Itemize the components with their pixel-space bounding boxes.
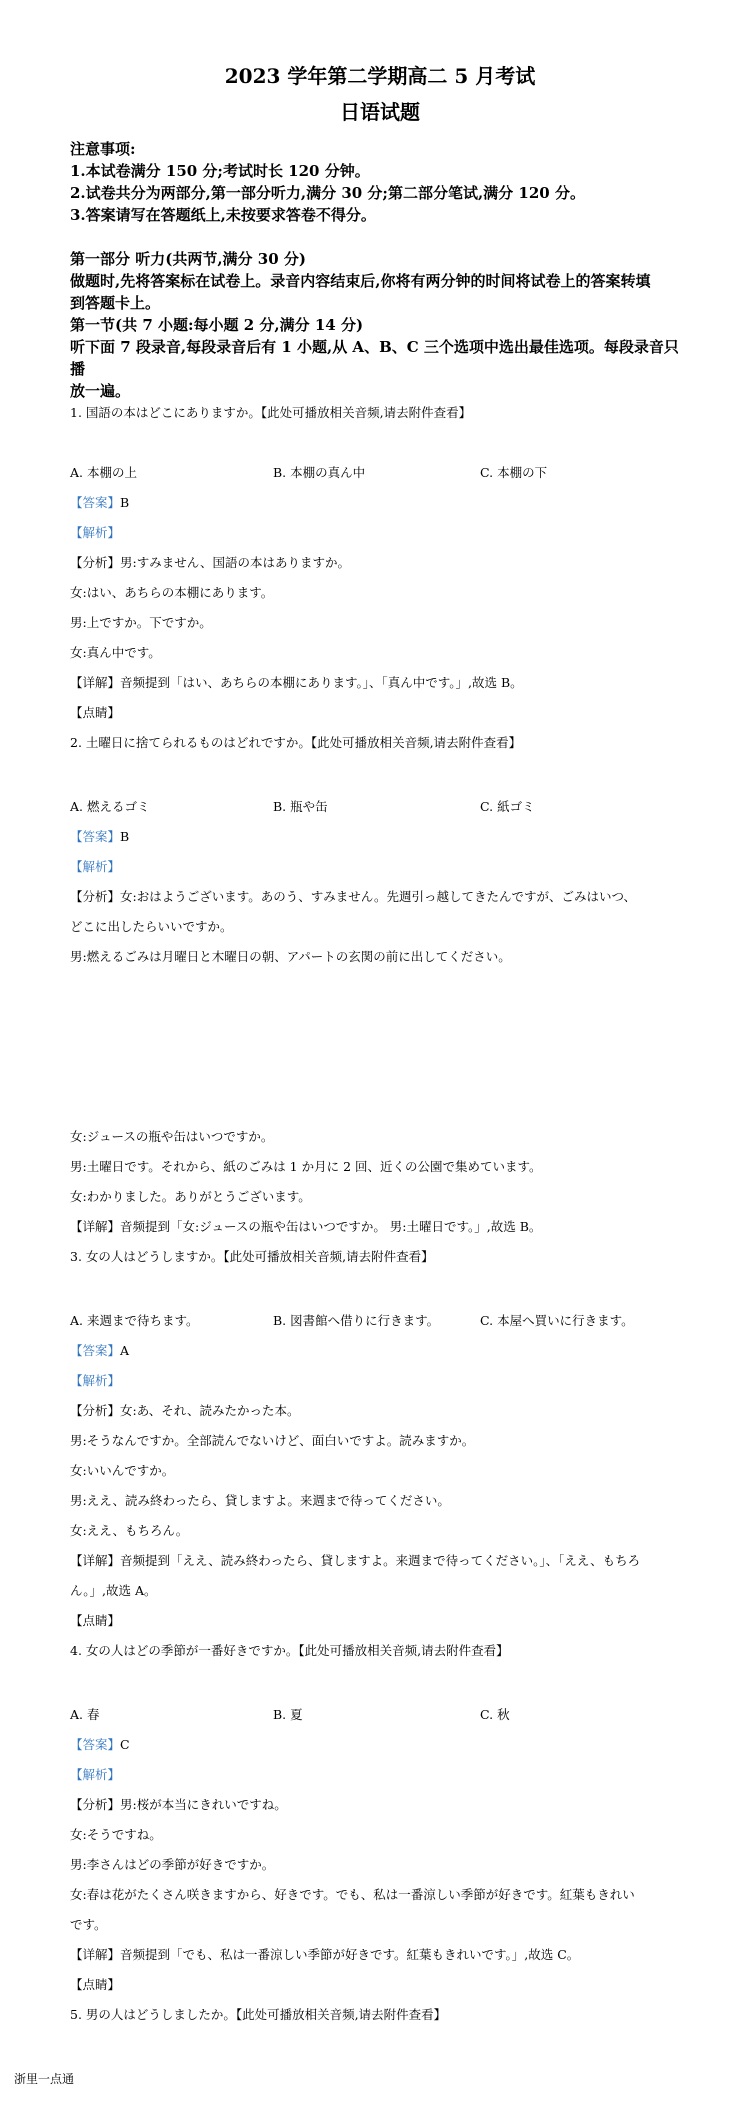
answer-tag: 【答案】 <box>70 1343 121 1358</box>
script-line: 女:ええ、もちろん。 <box>70 1523 189 1538</box>
answer-line <box>70 488 690 518</box>
answer-tag: 【答案】 <box>70 495 121 510</box>
dianjing-tag: 【点睛】 <box>70 1613 121 1628</box>
option-a: A. 燃えるゴミ <box>70 799 150 814</box>
analysis-tag: 【解析】 <box>70 1767 121 1782</box>
option-b: B. 瓶や缶 <box>273 799 328 814</box>
question-3: 3. 女の人はどうしますか。【此处可播放相关音频,请去附件查看】 <box>70 1249 434 1264</box>
part1-instruction: 到答题卡上。 <box>70 294 161 312</box>
option-c: C. 秋 <box>480 1707 510 1722</box>
section1-heading: 第一节(共 7 小题:每小题 2 分,满分 14 分) <box>70 316 364 334</box>
option-b: B. 図書館へ借りに行きます。 <box>273 1313 440 1328</box>
blank-space <box>70 972 690 1122</box>
analysis-tag: 【解析】 <box>70 1373 121 1388</box>
options-1 <box>70 458 690 488</box>
dianjing-tag: 【点睛】 <box>70 1977 121 1992</box>
script-line: です。 <box>70 1917 107 1932</box>
detail-line: 【详解】音频提到「女:ジュースの瓶や缶はいつですか。 男:土曜日です。」,故选 B。 <box>70 1219 542 1234</box>
answer-value: C <box>120 1737 130 1752</box>
section1-instruction: 听下面 7 段录音,每段录音后有 1 小题,从 A、B、C 三个选项中选出最佳选项。每段录音只播 <box>70 338 679 378</box>
option-c: C. 本屋へ買いに行きます。 <box>480 1313 634 1328</box>
options-3 <box>70 1306 690 1336</box>
script-line: どこに出したらいいですか。 <box>70 919 233 934</box>
notice-item: 1.本试卷满分 150 分;考试时长 120 分钟。 <box>70 162 370 180</box>
dianjing-tag: 【点睛】 <box>70 705 121 720</box>
option-a: A. 春 <box>70 1707 100 1722</box>
question-2: 2. 土曜日に捨てられるものはどれですか。【此处可播放相关音频,请去附件查看】 <box>70 735 522 750</box>
script-line: 男:上ですか。下ですか。 <box>70 615 212 630</box>
answer-tag: 【答案】 <box>70 1737 121 1752</box>
script-line: 女:そうですね。 <box>70 1827 162 1842</box>
answer-value: B <box>120 829 130 844</box>
script-line: 【分析】女:あ、それ、読みたかった本。 <box>70 1403 300 1418</box>
script-line: 【分析】女:おはようございます。あのう、すみません。先週引っ越してきたんですが、ごみはいつ、 <box>70 889 636 904</box>
script-line: 女:春は花がたくさん咲きますから、好きです。でも、私は一番涼しい季節が好きです。紅葉もきれい <box>70 1887 635 1902</box>
option-b: B. 夏 <box>273 1707 303 1722</box>
part1-heading: 第一部分 听力(共两节,满分 30 分) <box>70 250 306 268</box>
option-a: A. 来週まで待ちます。 <box>70 1313 199 1328</box>
script-line: 【分析】男:桜が本当にきれいですね。 <box>70 1797 287 1812</box>
exam-subtitle: 日语试题 <box>340 100 420 124</box>
script-line: 男:燃えるごみは月曜日と木曜日の朝、アパートの玄関の前に出してください。 <box>70 949 511 964</box>
answer-value: A <box>120 1343 130 1358</box>
options-4 <box>70 1700 690 1730</box>
script-line: 女:わかりました。ありがとうございます。 <box>70 1189 311 1204</box>
options-2 <box>70 792 690 822</box>
option-a: A. 本棚の上 <box>70 465 137 480</box>
option-b: B. 本棚の真ん中 <box>273 465 366 480</box>
exam-title: 2023 学年第二学期高二 5 月考试 <box>224 64 536 88</box>
detail-line: 【详解】音频提到「はい、あちらの本棚にあります。」、「真ん中です。」,故选 B。 <box>70 675 523 690</box>
script-line: 男:ええ、読み終わったら、貸しますよ。来週まで待ってください。 <box>70 1493 450 1508</box>
question-1: 1. 国語の本はどこにありますか。【此处可播放相关音频,请去附件查看】 <box>70 405 472 420</box>
script-line: 男:そうなんですか。全部読んでないけど、面白いですよ。読みますか。 <box>70 1433 475 1448</box>
notice-item: 2.试卷共分为两部分,第一部分听力,满分 30 分;第二部分笔试,满分 120 分。 <box>70 184 585 202</box>
analysis-tag: 【解析】 <box>70 859 121 874</box>
script-line: 男:土曜日です。それから、紙のごみは 1 か月に 2 回、近くの公園で集めています。 <box>70 1159 542 1174</box>
answer-line <box>70 822 690 852</box>
script-line: 女:ジュースの瓶や缶はいつですか。 <box>70 1129 274 1144</box>
question-5: 5. 男の人はどうしましたか。【此处可播放相关音频,请去附件查看】 <box>70 2007 447 2022</box>
part1-instruction: 做题时,先将答案标在试卷上。录音内容结束后,你将有两分钟的时间将试卷上的答案转填 <box>70 272 651 290</box>
answer-value: B <box>120 495 130 510</box>
script-line: 女:いいんですか。 <box>70 1463 175 1478</box>
section1-instruction: 放一遍。 <box>70 382 131 400</box>
option-c: C. 紙ゴミ <box>480 799 535 814</box>
option-c: C. 本棚の下 <box>480 465 548 480</box>
detail-line: 【详解】音频提到「でも、私は一番涼しい季節が好きです。紅葉もきれいです。」,故选 C。 <box>70 1947 580 1962</box>
script-line: 男:李さんはどの季節が好きですか。 <box>70 1857 275 1872</box>
answer-tag: 【答案】 <box>70 829 121 844</box>
script-line: 女:はい、あちらの本棚にあります。 <box>70 585 274 600</box>
footer-brand: 浙里一点通 <box>14 2072 75 2086</box>
exam-page <box>70 62 690 2030</box>
analysis-tag: 【解析】 <box>70 525 121 540</box>
notice-item: 3.答案请写在答题纸上,未按要求答卷不得分。 <box>70 206 376 224</box>
detail-line: 【详解】音频提到「ええ、読み終わったら、貸しますよ。来週まで待ってください。」、「ええ、もちろ <box>70 1553 641 1568</box>
script-line: 女:真ん中です。 <box>70 645 161 660</box>
script-line: 【分析】男:すみません、国語の本はありますか。 <box>70 555 350 570</box>
detail-line: ん。」,故选 A。 <box>70 1583 157 1598</box>
answer-line <box>70 1730 690 1760</box>
question-4: 4. 女の人はどの季節が一番好きですか。【此处可播放相关音频,请去附件查看】 <box>70 1643 509 1658</box>
answer-line <box>70 1336 690 1366</box>
notice-heading: 注意事项: <box>70 140 136 158</box>
